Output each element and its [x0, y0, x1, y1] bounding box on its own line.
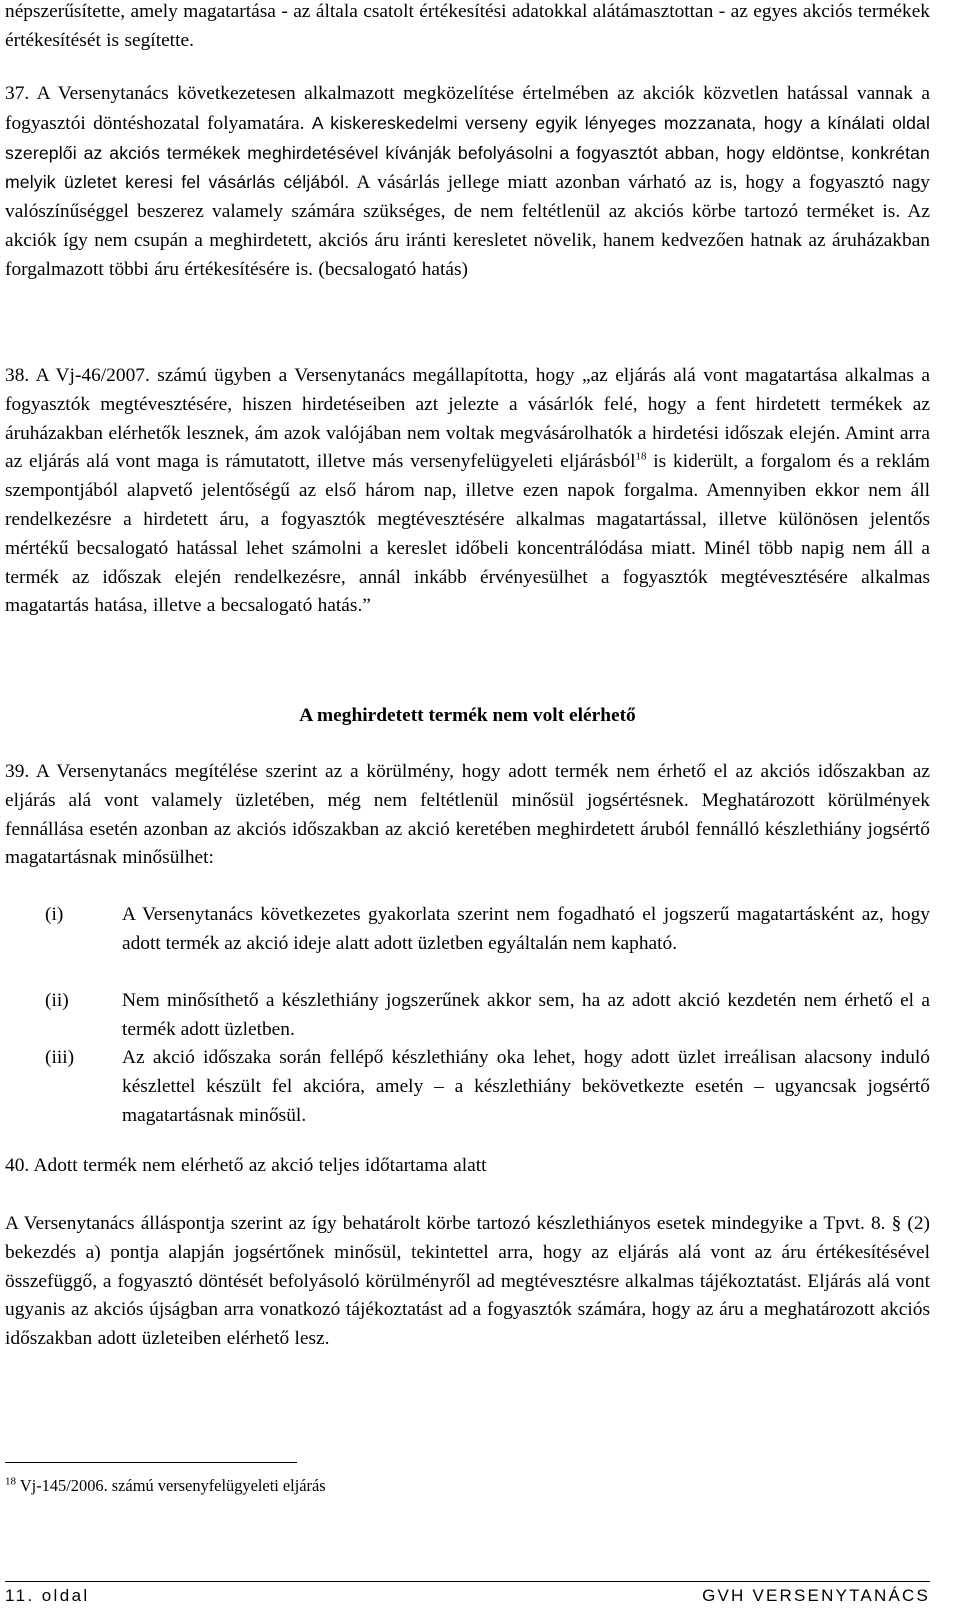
- paragraph-40-body: [5, 1210, 930, 1354]
- page-number: 11. oldal: [5, 1586, 90, 1605]
- list-marker: (iii): [45, 1047, 75, 1068]
- list-marker: (ii): [45, 990, 69, 1011]
- paragraph-40-heading: [5, 1152, 930, 1181]
- paragraph-39-text: 39. A Versenytanács megítélése szerint az a körülmény, hogy adott termék nem érhető el az akciós időszakban az eljárás alá vont valamely üzletében, még nem feltétlenül minősül jogsértésnek. Meghatározott körülmények fennállása esetén azonban az akciós időszakban az akció keretében meghirdetett áruból fennálló készlethiány jogsértő magatartásnak minősülhet:: [5, 761, 930, 869]
- paragraph-38: [5, 362, 930, 621]
- paragraph-38-quote-2: is kiderült, a forgalom és a reklám szempontjából alapvető jelentőségű az első három nap, illetve ezen napok forgalma. Amennyiben ekkor nem áll rendelkezésre a hirdetett áru, a fogyasztók megtévesztésére alkalmas magatartással, illetve különösen jelentős mértékű becsalogató hatással lehet számolni a kereslet időbeli koncentrálódása miatt. Minél több napig nem áll a termék az időszak elején rendelkezésre, annál inkább érvényesülhet a fogyasztók megtévesztésére alkalmas magatartás hatása, illetve a becsalogató hatás.”: [5, 451, 931, 617]
- list-item-text: Az akció időszaka során fellépő készlethiány oka lehet, hogy adott üzlet irreálisan alacsony induló készlettel készült fel akcióra, amely – a készlethiány bekövetkezte esetén – ugyancsak jogsértő magatartásnak minősül.: [122, 1047, 930, 1126]
- list-marker: (i): [45, 904, 64, 925]
- paragraph-40-text: A Versenytanács álláspontja szerint az így behatárolt körbe tartozó készlethiányos esetek mindegyike a Tpvt. 8. § (2) bekezdés a) pontja alapján jogsértőnek minősül, tekintettel arra, hogy az eljárás alá vont az áru értékesítésével összefüggő, a fogyasztó döntését befolyásoló körülményről ad megtévesztésre alkalmas tájékoztatást. Eljárás alá vont ugyanis az akciós újságban arra vonatkozó tájékoztatást ad a fogyasztók számára, hogy az áru a meghatározott akciós időszakban adott üzleteiben elérhető lesz.: [5, 1213, 930, 1350]
- footer-divider: [5, 1581, 930, 1582]
- paragraph-37-part-1: 37. A Versenytanács következetesen alkalmazott megközelítése értelmében az akciók közvetlen hatással vannak a fogyasztói döntéshozatal folyamatára.: [5, 83, 930, 134]
- footnote-text: Vj-145/2006. számú versenyfelügyeleti eljárás: [19, 1476, 326, 1495]
- paragraph-37: [5, 80, 930, 285]
- paragraph-38-case-ref: 38. A Vj-46/2007.: [5, 365, 150, 386]
- footnote-divider: [5, 1462, 297, 1463]
- footnote-number: 18: [5, 1475, 16, 1488]
- footnote-reference: 18: [635, 450, 647, 463]
- paragraph-40-title: 40. Adott termék nem elérhető az akció teljes időtartama alatt: [5, 1155, 487, 1176]
- paragraph-37-part-2: A kiskereskedelmi verseny egyik lényeges mozzanata, hogy a kínálati oldal szereplői az akciós termékek meghirdetésével kívánják befolyásolni a fogyasztót abban, hogy eldöntse, konkrétan melyik üzletet keresi fel vásárlás céljából.: [5, 112, 930, 193]
- paragraph-text: népszerűsítette, amely magatartása - az általa csatolt értékesítési adatokkal alátámasztottan - az egyes akciós termékek értékesítését is segítette.: [5, 1, 930, 51]
- paragraph-37-part-3: A vásárlás jellege miatt azonban várható az is, hogy a fogyasztó nagy valószínűséggel beszerez valamely számára szükséges, de nem feltétlenül az akciós körbe tartozó terméket is.: [5, 172, 930, 223]
- paragraph-39: [5, 758, 930, 873]
- section-heading: A meghirdetett termék nem volt elérhető: [299, 705, 636, 726]
- paragraph-38-quote-1: számú ügyben a Versenytanács megállapította, hogy „az eljárás alá vont magatartása alkalmas a fogyasztók megtévesztésére, hiszen hirdetéseiben azt jelezte a vásárlók felé, hogy a fent hirdetett termékek az áruházakban elérhetők lesznek, ám azok valójában nem voltak megvásárolhatók a hirdetési időszak elején. Amint arra az eljárás alá vont maga is rámutatott, illetve más versenyfelügyeleti eljárásból: [5, 365, 930, 473]
- paragraph-continuation: [5, 0, 930, 56]
- paragraph-37-part-4: Az akciók így nem csupán a meghirdetett, akciós áru iránti keresletet növelik, hanem kedvezően hatnak az áruházakban forgalmazott többi áru értékesítésére is. (becsalogató hatás): [5, 201, 930, 280]
- footnote: [5, 1476, 326, 1496]
- footer-organization: GVH VERSENYTANÁCS: [702, 1586, 930, 1605]
- list-item-text: Nem minősíthető a készlethiány jogszerűnek akkor sem, ha az adott akció kezdetén nem érhető el a termék adott üzletben.: [122, 990, 930, 1040]
- page-footer: [5, 1586, 930, 1610]
- list-item-text: A Versenytanács következetes gyakorlata szerint nem fogadható el jogszerű magatartásként az, hogy adott termék az akció ideje alatt adott üzletben egyáltalán nem kapható.: [122, 904, 930, 954]
